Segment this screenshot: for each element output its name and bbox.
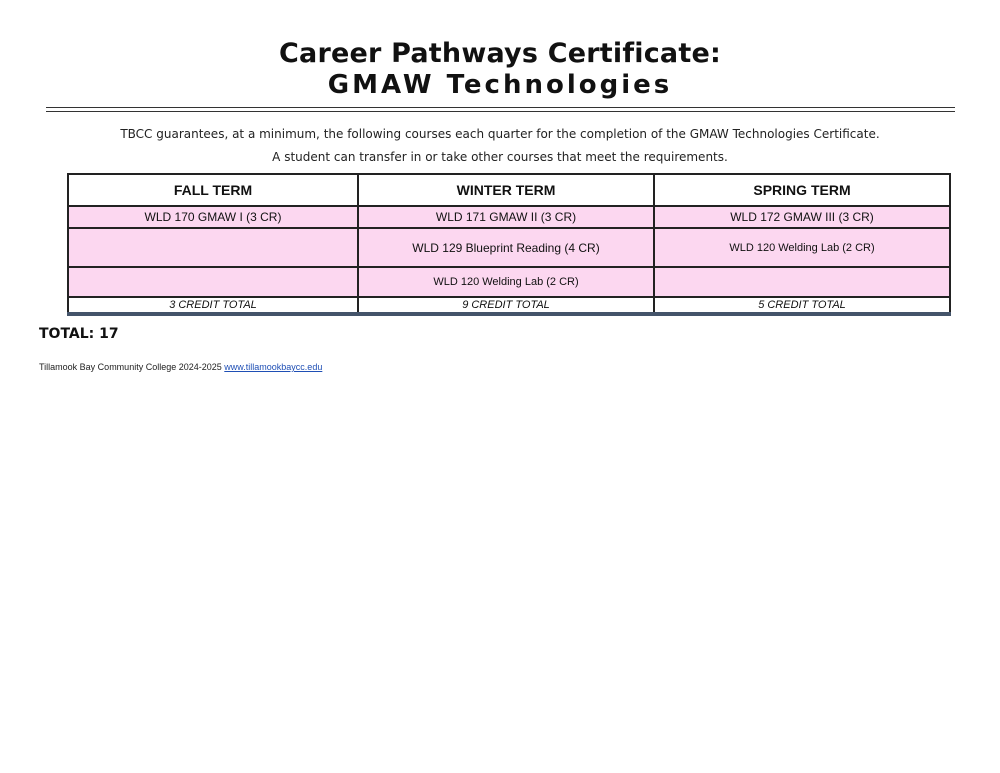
course-cell: WLD 129 Blueprint Reading (4 CR) [358, 228, 654, 267]
winter-credit-total: 9 CREDIT TOTAL [358, 297, 654, 314]
fall-credit-total: 3 CREDIT TOTAL [68, 297, 358, 314]
intro-text-1: TBCC guarantees, at a minimum, the following courses each quarter for the completion of the GMAW Technologies Certificate. [120, 127, 880, 141]
course-cell: WLD 170 GMAW I (3 CR) [68, 206, 358, 228]
footer [39, 362, 322, 372]
course-cell: WLD 120 Welding Lab (2 CR) [358, 267, 654, 297]
page-title: Career Pathways Certificate: [279, 38, 721, 69]
header-fall-term: FALL TERM [68, 174, 358, 206]
course-schedule-table [67, 173, 951, 316]
header-spring-term: SPRING TERM [654, 174, 950, 206]
grand-total: TOTAL: 17 [39, 326, 119, 342]
course-cell [68, 228, 358, 267]
page-subtitle: GMAW Technologies [327, 70, 673, 100]
course-cell [68, 267, 358, 297]
college-website-link[interactable]: www.tillamookbaycc.edu [224, 362, 323, 372]
course-cell: WLD 172 GMAW III (3 CR) [654, 206, 950, 228]
course-cell: WLD 171 GMAW II (3 CR) [358, 206, 654, 228]
course-cell: WLD 120 Welding Lab (2 CR) [654, 228, 950, 267]
table-row [68, 267, 950, 297]
footer-text: Tillamook Bay Community College 2024-2025 [39, 362, 222, 372]
spring-credit-total: 5 CREDIT TOTAL [654, 297, 950, 314]
intro-text-2: A student can transfer in or take other courses that meet the requirements. [272, 150, 728, 164]
course-cell [654, 267, 950, 297]
table-row [68, 228, 950, 267]
header-winter-term: WINTER TERM [358, 174, 654, 206]
header-divider-top [46, 107, 955, 108]
table-header-row [68, 174, 950, 206]
header-divider-bottom [46, 111, 955, 112]
table-row [68, 206, 950, 228]
credit-totals-row [68, 297, 950, 314]
